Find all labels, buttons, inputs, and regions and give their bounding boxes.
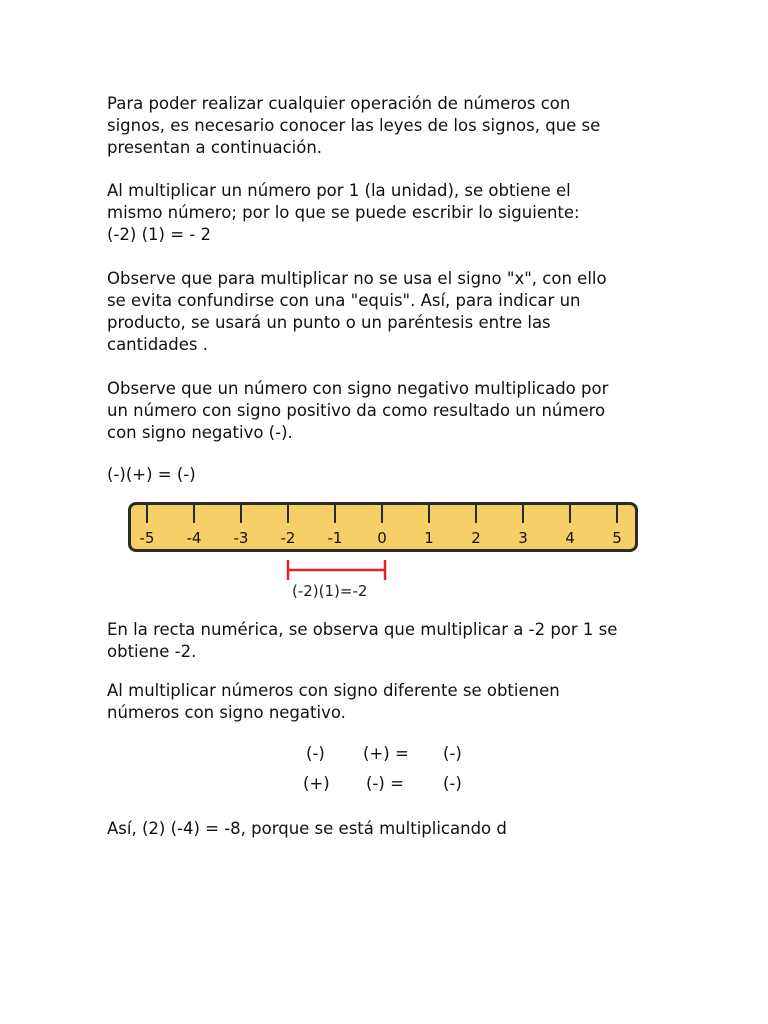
paragraph-line: un número con signo positivo da como resultado un número [107,401,606,420]
sign-rule-1-b: (+) = [363,744,409,763]
number-line-tick-label: -2 [280,529,296,547]
number-line-tick-label: -1 [327,529,343,547]
paragraph-line: Al multiplicar números con signo diferente se obtienen [107,681,560,700]
paragraph-line: obtiene -2. [107,642,197,661]
sign-rule-row-2 [0,774,768,796]
paragraph-line: mismo número; por lo que se puede escribir lo siguiente: [107,203,580,222]
sign-rule-1-result: (-) [443,744,462,763]
paragraph-line: Así, (2) (-4) = -8, porque se está multiplicando d [107,819,507,838]
paragraph-line: se evita confundirse con una "equis". Así, para indicar un [107,291,581,310]
sign-rule-2-b: (-) = [366,774,404,793]
paragraph-line: Para poder realizar cualquier operación de números con [107,94,571,113]
sign-rule-2-a: (+) [303,774,330,793]
paragraph-line: presentan a continuación. [107,138,323,157]
paragraph-line: signos, es necesario conocer las leyes de los signos, que se [107,116,601,135]
number-line-tick-label: -4 [186,529,202,547]
number-line-tick-label: 2 [471,529,481,547]
paragraph-line: con signo negativo (-). [107,423,293,442]
paragraph-line: producto, se usará un punto o un paréntesis entre las [107,313,551,332]
example-paragraph [107,818,667,840]
paragraph-line: cantidades . [107,335,208,354]
paragraph-line: (-)(+) = (-) [107,465,196,484]
paragraph-line: Al multiplicar un número por 1 (la unidad), se obtiene el [107,181,571,200]
number-line-tick-label: 5 [612,529,622,547]
paragraph-line: (-2) (1) = - 2 [107,225,211,244]
number-line-tick-label: -5 [139,529,155,547]
number-line-tick-label: 4 [565,529,575,547]
different-signs-paragraph [107,680,667,724]
number-line-explanation [107,619,667,663]
sign-rule-row-1 [0,744,768,766]
number-line-tick-label: -3 [233,529,249,547]
number-line-tick-label: 0 [377,529,387,547]
sign-rule-2-result: (-) [443,774,462,793]
sign-rule-1-a: (-) [306,744,325,763]
number-line-bracket-label: (-2)(1)=-2 [292,582,368,600]
paragraph-line: Observe que para multiplicar no se usa el signo "x", con ello [107,269,607,288]
paragraph-line: En la recta numérica, se observa que multiplicar a -2 por 1 se [107,620,618,639]
paragraph-line: Observe que un número con signo negativo multiplicado por [107,379,609,398]
paragraph-line: números con signo negativo. [107,703,346,722]
number-line-tick-label: 1 [424,529,434,547]
number-line-tick-label: 3 [518,529,528,547]
